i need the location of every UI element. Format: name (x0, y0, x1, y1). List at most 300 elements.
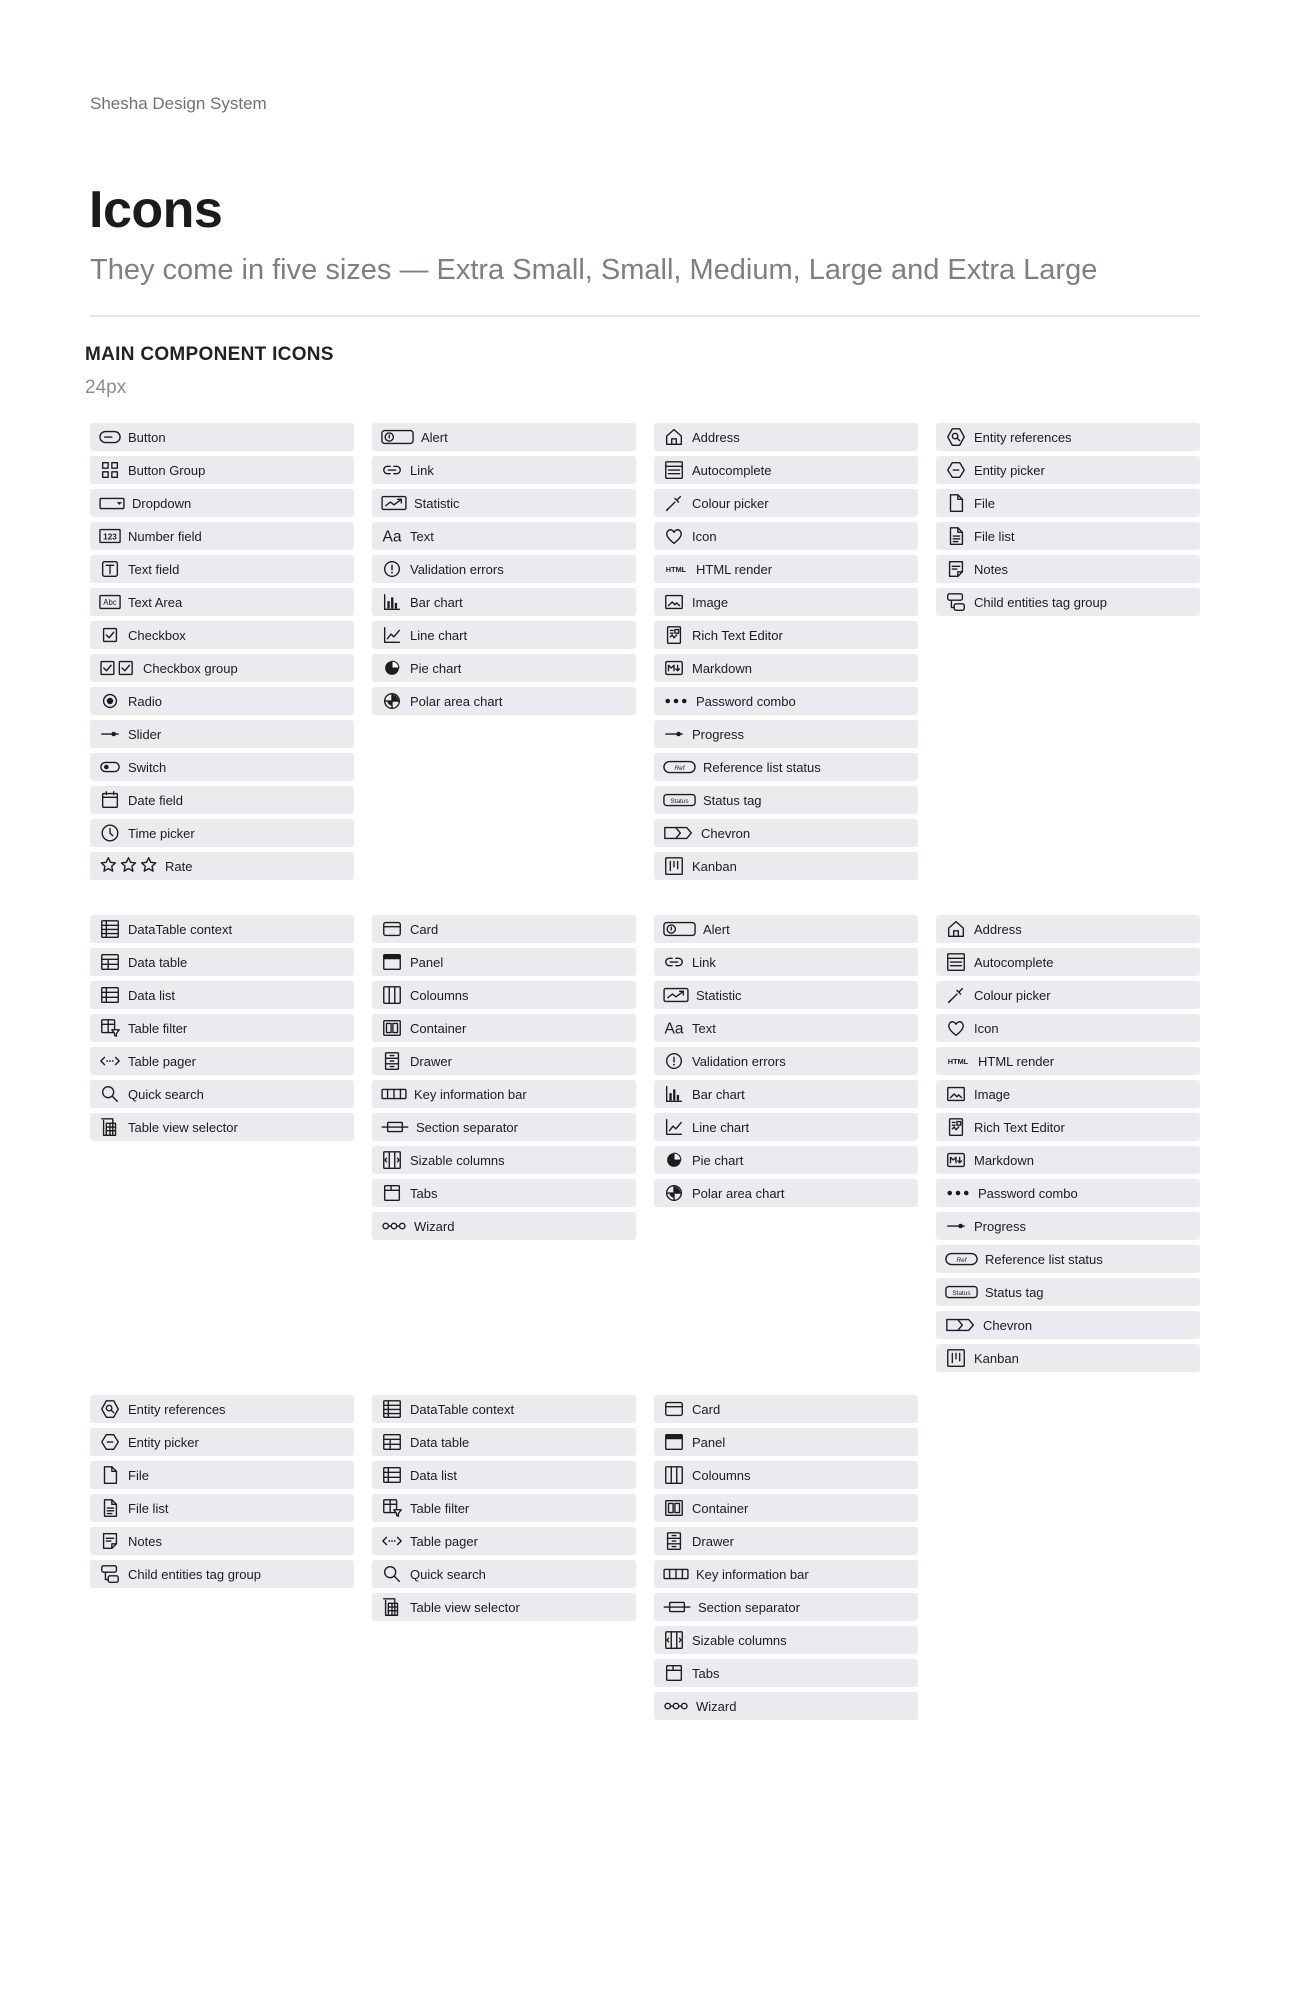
svg-text:HTML: HTML (665, 565, 687, 575)
icon-group-1 (90, 423, 354, 885)
icon-item-statistic (372, 489, 636, 517)
html-render-icon (663, 558, 689, 580)
icon-item-label: Date field (128, 792, 183, 808)
icon-item-progress (936, 1212, 1200, 1240)
icon-item-label: Address (692, 429, 740, 445)
icon-item-number-field (90, 522, 354, 550)
icon-item-coloumns (372, 981, 636, 1009)
icon-item-label: Autocomplete (692, 462, 772, 478)
table-filter-icon (381, 1497, 403, 1519)
icon-group-4 (936, 423, 1200, 621)
icon-item-label: Chevron (983, 1317, 1033, 1333)
icon-item-label: Autocomplete (974, 954, 1054, 970)
icon-item-data-table (90, 948, 354, 976)
panel-icon (663, 1431, 685, 1453)
icon-item-label: Polar area chart (410, 693, 503, 709)
icon-item-entity-picker (90, 1428, 354, 1456)
checkbox-group-icon (99, 657, 136, 679)
icon-item-reference-list-status (654, 753, 918, 781)
icon-item-label: Drawer (692, 1533, 734, 1549)
icon-item-label: Markdown (692, 660, 752, 676)
notes-icon (945, 558, 967, 580)
icon-item-label: Alert (703, 921, 730, 937)
icon-item-label: Statistic (414, 495, 460, 511)
icon-item-wizard (654, 1692, 918, 1720)
icon-item-label: Sizable columns (692, 1632, 787, 1648)
icon-item-label: Progress (692, 726, 745, 742)
icon-item-key-information-bar (372, 1080, 636, 1108)
markdown-icon (663, 657, 685, 679)
icon-item-text-area (90, 588, 354, 616)
icon-item-line-chart (372, 621, 636, 649)
slider-icon (99, 723, 121, 745)
icon-item-markdown (936, 1146, 1200, 1174)
icon-item-child-entities-tag-group (936, 588, 1200, 616)
icon-item-label: Rate (165, 858, 193, 874)
icon-item-rate (90, 852, 354, 880)
icon-item-label: Table filter (410, 1500, 470, 1516)
icon-group-11 (654, 1395, 918, 1725)
radio-icon (99, 690, 121, 712)
status-tag-icon (945, 1281, 978, 1303)
icon-item-reference-list-status (936, 1245, 1200, 1273)
icon-item-label: DataTable context (128, 921, 233, 937)
icon-item-label: File list (974, 528, 1015, 544)
icon-item-tabs (372, 1179, 636, 1207)
icon-item-html-render (654, 555, 918, 583)
icon-item-entity-picker (936, 456, 1200, 484)
icon-item-password-combo (654, 687, 918, 715)
icon-item-label: Entity references (128, 1401, 226, 1417)
columns-icon (381, 984, 403, 1006)
icon-item-bar-chart (654, 1080, 918, 1108)
dropdown-icon (99, 492, 125, 514)
tabs-icon (381, 1182, 403, 1204)
icon-item-rich-text-editor (654, 621, 918, 649)
icon-item-colour-picker (654, 489, 918, 517)
icon-item-label: Entity picker (974, 462, 1045, 478)
icon-item-checkbox-group (90, 654, 354, 682)
icon-item-label: Card (410, 921, 439, 937)
file-icon (99, 1464, 121, 1486)
progress-icon (945, 1215, 967, 1237)
icon-item-label: Card (692, 1401, 721, 1417)
icon-item-notes (90, 1527, 354, 1555)
section-separator-icon (381, 1116, 409, 1138)
icon-item-label: Line chart (410, 627, 468, 643)
svg-text:123: 123 (103, 532, 117, 542)
icon-item-container (372, 1014, 636, 1042)
icon-item-alert (654, 915, 918, 943)
icon-item-address (936, 915, 1200, 943)
time-picker-icon (99, 822, 121, 844)
image-icon (945, 1083, 967, 1105)
icon-item-label: Notes (974, 561, 1008, 577)
icon-item-label: Data table (410, 1434, 470, 1450)
address-icon (663, 426, 685, 448)
icon-item-pie-chart (372, 654, 636, 682)
icon-item-label: Chevron (701, 825, 751, 841)
tabs-icon (663, 1662, 685, 1684)
icon-item-validation-errors (372, 555, 636, 583)
icon-item-label: Text field (128, 561, 180, 577)
icon-item-label: HTML render (978, 1053, 1055, 1069)
icon-item-label: Table view selector (410, 1599, 520, 1615)
icon-item-label: Quick search (128, 1086, 204, 1102)
icon-item-label: Status tag (703, 792, 762, 808)
icon-item-card (372, 915, 636, 943)
icon-item-data-table (372, 1428, 636, 1456)
rich-text-editor-icon (663, 624, 685, 646)
icon-group-5 (90, 915, 354, 1146)
icon-item-table-filter (372, 1494, 636, 1522)
icon-item-label: HTML render (696, 561, 773, 577)
icon-item-label: Table filter (128, 1020, 188, 1036)
icon-item-table-view-selector (372, 1593, 636, 1621)
icon-item-link (372, 456, 636, 484)
icon-item-text (372, 522, 636, 550)
icon-item-icon (654, 522, 918, 550)
icon-item-radio (90, 687, 354, 715)
child-entities-tag-group-icon (945, 591, 967, 613)
icon-item-label: Child entities tag group (128, 1566, 261, 1582)
icon-item-label: Entity references (974, 429, 1072, 445)
key-information-bar-icon (663, 1563, 689, 1585)
markdown-icon (945, 1149, 967, 1171)
icon-group-3 (654, 423, 918, 885)
icon-item-slider (90, 720, 354, 748)
icon-item-label: Tabs (692, 1665, 720, 1681)
icon-item-label: Image (974, 1086, 1011, 1102)
icon-item-wizard (372, 1212, 636, 1240)
data-list-icon (99, 984, 121, 1006)
icon-item-colour-picker (936, 981, 1200, 1009)
wizard-icon (663, 1695, 689, 1717)
icon-item-label: Section separator (698, 1599, 800, 1615)
icon-item-button (90, 423, 354, 451)
icon-item-label: Entity picker (128, 1434, 199, 1450)
icon-group-2 (372, 423, 636, 720)
section-separator-icon (663, 1596, 691, 1618)
line-chart-icon (663, 1116, 685, 1138)
icon-item-label: Container (692, 1500, 749, 1516)
button-icon (99, 426, 121, 448)
html-render-icon (945, 1050, 971, 1072)
polar-area-chart-icon (381, 690, 403, 712)
icon-item-label: File (974, 495, 995, 511)
icon-item-label: Container (410, 1020, 467, 1036)
table-pager-icon (381, 1530, 403, 1552)
icon-item-data-list (372, 1461, 636, 1489)
icon-item-sizable-columns (654, 1626, 918, 1654)
status-tag-icon (663, 789, 696, 811)
panel-icon (381, 951, 403, 973)
icon-item-label: Password combo (978, 1185, 1078, 1201)
icon-item-label: Address (974, 921, 1022, 937)
colour-picker-icon (945, 984, 967, 1006)
icon-item-label: Colour picker (974, 987, 1051, 1003)
entity-references-icon (945, 426, 967, 448)
icon-item-entity-references (936, 423, 1200, 451)
icon-item-file (936, 489, 1200, 517)
autocomplete-icon (945, 951, 967, 973)
icon-item-label: Markdown (974, 1152, 1034, 1168)
svg-text:Abc: Abc (103, 598, 117, 608)
icon-item-label: Pie chart (410, 660, 462, 676)
icon-item-label: Key information bar (414, 1086, 527, 1102)
text-icon (381, 525, 403, 547)
icon-item-text (654, 1014, 918, 1042)
icon-item-label: Slider (128, 726, 162, 742)
icon-item-autocomplete (936, 948, 1200, 976)
icon-item-drawer (372, 1047, 636, 1075)
icon-item-label: Table view selector (128, 1119, 238, 1135)
icon-item-label: Text Area (128, 594, 183, 610)
icon-item-image (654, 588, 918, 616)
text-icon (663, 1017, 685, 1039)
key-information-bar-icon (381, 1083, 407, 1105)
icon-item-label: Bar chart (692, 1086, 745, 1102)
icon-item-label: Drawer (410, 1053, 452, 1069)
icon-group-8 (936, 915, 1200, 1377)
icon-item-bar-chart (372, 588, 636, 616)
icon-group-10 (372, 1395, 636, 1626)
icon-item-datatable-context (90, 915, 354, 943)
icon-item-label: Polar area chart (692, 1185, 785, 1201)
icon-item-label: Wizard (414, 1218, 455, 1234)
icon-item-panel (372, 948, 636, 976)
icon-item-label: Checkbox group (143, 660, 238, 676)
card-icon (381, 918, 403, 940)
switch-icon (99, 756, 121, 778)
icon-item-chevron (654, 819, 918, 847)
svg-text:Ref: Ref (956, 1256, 967, 1264)
drawer-icon (381, 1050, 403, 1072)
heart-icon (945, 1017, 967, 1039)
icon-item-label: Time picker (128, 825, 195, 841)
icon-item-label: Wizard (696, 1698, 737, 1714)
heart-icon (663, 525, 685, 547)
progress-icon (663, 723, 685, 745)
bar-chart-icon (663, 1083, 685, 1105)
icon-item-label: Link (692, 954, 716, 970)
icon-item-label: Validation errors (692, 1053, 786, 1069)
icon-item-label: Text (410, 528, 434, 544)
icon-item-kanban (654, 852, 918, 880)
icon-item-validation-errors (654, 1047, 918, 1075)
icon-size-label: 24px (85, 377, 127, 398)
number-field-icon (99, 525, 121, 547)
bar-chart-icon (381, 591, 403, 613)
container-icon (663, 1497, 685, 1519)
icon-item-statistic (654, 981, 918, 1009)
icon-item-container (654, 1494, 918, 1522)
icon-item-label: File list (128, 1500, 169, 1516)
icon-group-9 (90, 1395, 354, 1593)
icon-item-label: Notes (128, 1533, 162, 1549)
icon-item-image (936, 1080, 1200, 1108)
icon-item-label: Progress (974, 1218, 1027, 1234)
icon-item-table-pager (90, 1047, 354, 1075)
icon-item-password-combo (936, 1179, 1200, 1207)
password-combo-icon (663, 690, 689, 712)
icon-item-label: Button (128, 429, 166, 445)
icon-group-6 (372, 915, 636, 1245)
icon-item-line-chart (654, 1113, 918, 1141)
link-icon (381, 459, 403, 481)
icon-item-switch (90, 753, 354, 781)
text-field-icon (99, 558, 121, 580)
svg-text:Ref: Ref (674, 764, 685, 772)
icon-item-text-field (90, 555, 354, 583)
icon-item-autocomplete (654, 456, 918, 484)
statistic-icon (381, 492, 407, 514)
pie-chart-icon (663, 1149, 685, 1171)
icon-item-table-view-selector (90, 1113, 354, 1141)
icon-item-label: Table pager (128, 1053, 196, 1069)
icon-item-button-group (90, 456, 354, 484)
icon-item-kanban (936, 1344, 1200, 1372)
page-title: Icons (89, 181, 223, 239)
icon-item-time-picker (90, 819, 354, 847)
button-group-icon (99, 459, 121, 481)
polar-area-chart-icon (663, 1182, 685, 1204)
icon-item-label: Data table (128, 954, 188, 970)
icon-item-label: Checkbox (128, 627, 186, 643)
icon-item-checkbox (90, 621, 354, 649)
validation-errors-icon (663, 1050, 685, 1072)
icon-item-label: Button Group (128, 462, 206, 478)
sizable-columns-icon (663, 1629, 685, 1651)
icon-item-label: Table pager (410, 1533, 478, 1549)
icon-item-label: Colour picker (692, 495, 769, 511)
icon-item-section-separator (372, 1113, 636, 1141)
icon-item-status-tag (936, 1278, 1200, 1306)
icon-item-file-list (936, 522, 1200, 550)
icon-item-table-pager (372, 1527, 636, 1555)
kanban-icon (945, 1347, 967, 1369)
table-filter-icon (99, 1017, 121, 1039)
reference-list-status-icon (663, 756, 696, 778)
icon-item-label: Data list (410, 1467, 457, 1483)
datatable-context-icon (99, 918, 121, 940)
icon-item-link (654, 948, 918, 976)
icon-item-label: Validation errors (410, 561, 504, 577)
quick-search-icon (381, 1563, 403, 1585)
kanban-icon (663, 855, 685, 877)
icon-item-file-list (90, 1494, 354, 1522)
table-pager-icon (99, 1050, 121, 1072)
quick-search-icon (99, 1083, 121, 1105)
icon-item-label: Rich Text Editor (974, 1119, 1065, 1135)
statistic-icon (663, 984, 689, 1006)
icon-item-tabs (654, 1659, 918, 1687)
icon-item-alert (372, 423, 636, 451)
pie-chart-icon (381, 657, 403, 679)
icon-item-label: Data list (128, 987, 175, 1003)
icon-item-label: Statistic (696, 987, 742, 1003)
notes-icon (99, 1530, 121, 1552)
icon-item-label: Reference list status (703, 759, 821, 775)
file-icon (945, 492, 967, 514)
icon-item-label: Tabs (410, 1185, 438, 1201)
icon-item-card (654, 1395, 918, 1423)
icon-item-label: Section separator (416, 1119, 518, 1135)
wizard-icon (381, 1215, 407, 1237)
file-list-icon (945, 525, 967, 547)
alert-icon (381, 426, 414, 448)
icon-item-label: Icon (974, 1020, 999, 1036)
icon-item-label: Key information bar (696, 1566, 809, 1582)
icon-item-label: Link (410, 462, 434, 478)
datatable-context-icon (381, 1398, 403, 1420)
file-list-icon (99, 1497, 121, 1519)
icon-item-label: Panel (692, 1434, 726, 1450)
icon-group-7 (654, 915, 918, 1212)
text-area-icon (99, 591, 121, 613)
icon-item-date-field (90, 786, 354, 814)
icon-item-label: Dropdown (132, 495, 192, 511)
icon-item-key-information-bar (654, 1560, 918, 1588)
icon-item-label: Password combo (696, 693, 796, 709)
icon-item-entity-references (90, 1395, 354, 1423)
icon-item-label: DataTable context (410, 1401, 515, 1417)
alert-icon (663, 918, 696, 940)
icon-item-progress (654, 720, 918, 748)
validation-errors-icon (381, 558, 403, 580)
sizable-columns-icon (381, 1149, 403, 1171)
data-table-icon (381, 1431, 403, 1453)
svg-text:Aa: Aa (382, 528, 402, 546)
icon-item-label: Reference list status (985, 1251, 1103, 1267)
header-divider (90, 315, 1200, 317)
icon-item-panel (654, 1428, 918, 1456)
icon-item-pie-chart (654, 1146, 918, 1174)
icon-item-label: Coloumns (410, 987, 469, 1003)
child-entities-tag-group-icon (99, 1563, 121, 1585)
icon-item-label: Coloumns (692, 1467, 751, 1483)
entity-picker-icon (945, 459, 967, 481)
icon-item-label: Rich Text Editor (692, 627, 783, 643)
container-icon (381, 1017, 403, 1039)
icon-item-label: Text (692, 1020, 716, 1036)
page-subtitle: They come in five sizes — Extra Small, Small, Medium, Large and Extra Large (90, 254, 1098, 286)
icon-item-rich-text-editor (936, 1113, 1200, 1141)
link-icon (663, 951, 685, 973)
icon-item-label: Number field (128, 528, 202, 544)
icon-item-label: Status tag (985, 1284, 1044, 1300)
icon-item-label: Alert (421, 429, 448, 445)
section-title: MAIN COMPONENT ICONS (85, 344, 334, 365)
line-chart-icon (381, 624, 403, 646)
icon-item-label: Icon (692, 528, 717, 544)
checkbox-icon (99, 624, 121, 646)
icon-item-status-tag (654, 786, 918, 814)
icon-item-data-list (90, 981, 354, 1009)
svg-text:Status: Status (670, 797, 689, 805)
icon-item-quick-search (90, 1080, 354, 1108)
icon-item-html-render (936, 1047, 1200, 1075)
icon-item-label: File (128, 1467, 149, 1483)
icon-item-table-filter (90, 1014, 354, 1042)
icon-item-quick-search (372, 1560, 636, 1588)
chevron-icon (663, 822, 694, 844)
card-icon (663, 1398, 685, 1420)
icon-item-icon (936, 1014, 1200, 1042)
entity-references-icon (99, 1398, 121, 1420)
rate-icon (99, 855, 158, 877)
icon-item-label: Sizable columns (410, 1152, 505, 1168)
